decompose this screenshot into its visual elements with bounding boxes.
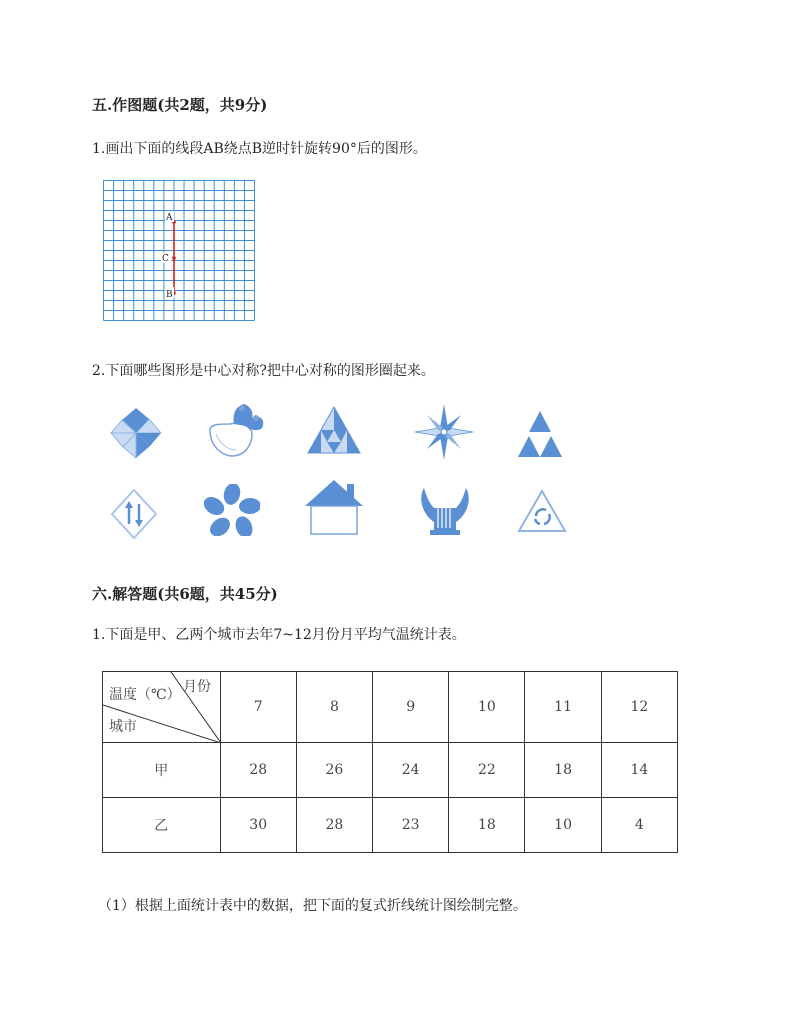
header-city-label: 城市 <box>109 719 137 735</box>
compass-star-figure[interactable] <box>413 402 475 466</box>
triangle-pattern-figure[interactable] <box>305 404 363 460</box>
turnip-figure[interactable] <box>202 400 272 462</box>
header-temp-label: 温度（℃） <box>109 687 181 703</box>
grid-svg <box>103 180 255 321</box>
question-6-1: 1.下面是甲、乙两个城市去年7~12月份月平均气温统计表。 <box>92 627 466 643</box>
sub-question-1: （1）根据上面统计表中的数据，把下面的复式折线统计图绘制完整。 <box>98 898 527 914</box>
arrows-diamond-figure[interactable] <box>110 488 158 544</box>
month-cell: 12 <box>601 672 677 743</box>
month-cell: 11 <box>525 672 601 743</box>
value-cell: 24 <box>373 743 449 798</box>
month-cell: 7 <box>220 672 296 743</box>
month-cell: 8 <box>296 672 372 743</box>
question-5-2: 2.下面哪些图形是中心对称?把中心对称的图形圈起来。 <box>92 363 435 379</box>
value-cell: 18 <box>525 743 601 798</box>
section-6-title: 六.解答题(共6题，共45分) <box>92 585 278 603</box>
temperature-table <box>102 671 678 853</box>
label-c: C <box>162 254 169 264</box>
triforce-figure[interactable] <box>513 408 567 464</box>
month-cell: 9 <box>373 672 449 743</box>
pinwheel-figure[interactable] <box>106 404 166 466</box>
recycle-triangle-figure[interactable] <box>516 488 568 538</box>
point-c <box>172 256 176 260</box>
value-cell: 23 <box>373 798 449 853</box>
table-header-row <box>103 672 678 743</box>
section-5-title: 五.作图题(共2题，共9分) <box>92 96 268 114</box>
value-cell: 28 <box>220 743 296 798</box>
label-b: B <box>166 290 173 300</box>
table-row <box>103 798 678 853</box>
month-cell: 10 <box>449 672 525 743</box>
lyre-figure[interactable] <box>416 484 474 540</box>
label-a: A <box>166 213 173 223</box>
house-figure[interactable] <box>303 478 365 540</box>
city-cell: 甲 <box>103 743 221 798</box>
value-cell: 18 <box>449 798 525 853</box>
table-corner-cell <box>103 672 221 743</box>
bauhinia-flower-figure[interactable] <box>204 484 260 540</box>
value-cell: 10 <box>525 798 601 853</box>
value-cell: 22 <box>449 743 525 798</box>
value-cell: 28 <box>296 798 372 853</box>
value-cell: 4 <box>601 798 677 853</box>
rotation-grid <box>103 180 255 321</box>
value-cell: 26 <box>296 743 372 798</box>
value-cell: 30 <box>220 798 296 853</box>
city-cell: 乙 <box>103 798 221 853</box>
question-5-1: 1.画出下面的线段AB绕点B逆时针旋转90°后的图形。 <box>92 141 427 157</box>
table-row <box>103 743 678 798</box>
header-month-label: 月份 <box>183 679 211 695</box>
value-cell: 14 <box>601 743 677 798</box>
